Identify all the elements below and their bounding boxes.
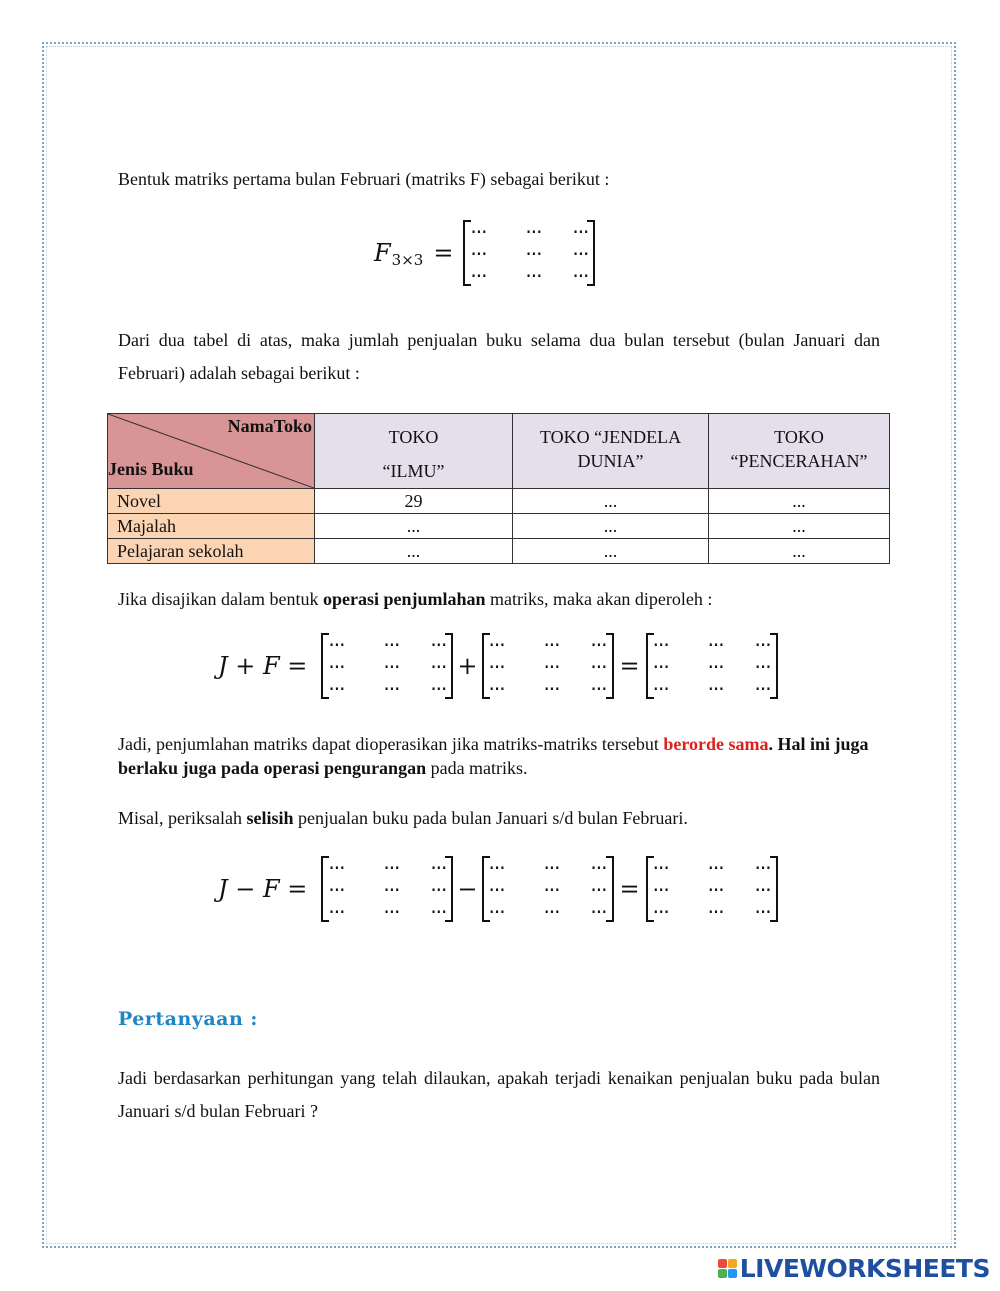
table-cell: ...: [709, 539, 890, 564]
matrix-cell: ...: [590, 649, 607, 673]
corner-bottom-label: Jenis Buku: [108, 459, 194, 479]
matrix-cell: ...: [488, 894, 505, 918]
equals-sign: =: [433, 239, 454, 267]
matrix-j: [321, 627, 453, 699]
matrix-cell: ...: [383, 627, 400, 651]
sales-table: [107, 413, 890, 564]
matrix-j: [321, 850, 453, 922]
column-header-line: “ILMU”: [382, 461, 445, 481]
matrix-cell: ...: [328, 649, 345, 673]
matrix-result: [646, 850, 778, 922]
brand-name: LIVEWORKSHEETS: [739, 1254, 990, 1283]
f-matrix: [463, 214, 595, 286]
table-cell: ...: [709, 489, 890, 514]
f-matrix-name: F: [374, 239, 391, 267]
matrix-cell: ...: [430, 627, 447, 651]
plus-sign: +: [457, 652, 478, 680]
text-span: Misal, periksalah: [118, 808, 247, 828]
brand-logo-icon: [718, 1259, 737, 1278]
addition-intro: [118, 583, 712, 616]
row-label: Novel: [108, 489, 315, 514]
matrix-cell: ...: [652, 649, 669, 673]
matrix-cell: ...: [572, 236, 589, 260]
table-cell: ...: [315, 514, 513, 539]
matrix-cell: ...: [470, 214, 487, 238]
matrix-cell: ...: [488, 671, 505, 695]
table-cell: ...: [513, 514, 709, 539]
table-cell: ...: [315, 539, 513, 564]
matrix-cell: ...: [543, 850, 560, 874]
matrix-cell: ...: [430, 872, 447, 896]
row-label: Majalah: [108, 514, 315, 539]
matrix-cell: ...: [488, 872, 505, 896]
matrix-cell: ...: [754, 649, 771, 673]
matrix-cell: ...: [470, 236, 487, 260]
total-paragraph: Dari dua tabel di atas, maka jumlah penjualan buku selama dua bulan tersebut (bulan Januari dan Februari) adalah sebagai berikut :: [118, 330, 880, 383]
matrix-result: [646, 627, 778, 699]
matrix-cell: ...: [488, 850, 505, 874]
matrix-cell: ...: [525, 258, 542, 282]
column-header-line: TOKO: [774, 427, 824, 447]
matrix-cell: ...: [590, 872, 607, 896]
matrix-cell: ...: [488, 649, 505, 673]
text-span: Jika disajikan dalam bentuk: [118, 589, 323, 609]
matrix-cell: ...: [328, 671, 345, 695]
table-row: [108, 489, 890, 514]
highlight-text: berorde sama: [663, 734, 769, 754]
matrix-cell: ...: [754, 894, 771, 918]
minus-sign: −: [457, 875, 478, 903]
matrix-cell: ...: [383, 649, 400, 673]
bold-text: operasi penjumlahan: [322, 589, 486, 609]
logo-square: [718, 1259, 727, 1268]
matrix-cell: ...: [652, 872, 669, 896]
table-cell: 29: [315, 489, 513, 514]
column-header-line: “PENCERAHAN”: [730, 451, 868, 471]
logo-square: [718, 1269, 727, 1278]
matrix-cell: ...: [707, 894, 724, 918]
bold-text: selisih: [246, 808, 294, 828]
matrix-cell: ...: [525, 214, 542, 238]
brand-logo: [718, 1254, 990, 1283]
matrix-cell: ...: [707, 649, 724, 673]
logo-square: [728, 1269, 737, 1278]
table-row: [108, 514, 890, 539]
matrix-cell: ...: [543, 872, 560, 896]
matrix-cell: ...: [590, 894, 607, 918]
matrix-cell: ...: [430, 894, 447, 918]
matrix-cell: ...: [525, 236, 542, 260]
matrix-cell: ...: [328, 894, 345, 918]
f-matrix-equation: [374, 214, 595, 286]
matrix-cell: ...: [543, 627, 560, 651]
matrix-cell: ...: [652, 850, 669, 874]
matrix-cell: ...: [328, 872, 345, 896]
matrix-cell: ...: [488, 627, 505, 651]
matrix-cell: ...: [754, 671, 771, 695]
question-text: Jadi berdasarkan perhitungan yang telah dilaukan, apakah terjadi kenaikan penjualan buku pada bulan Januari s/d bulan Februari ?: [118, 1068, 880, 1121]
matrix-cell: ...: [754, 627, 771, 651]
table-row: [108, 539, 890, 564]
bold-text: operasi pengurangan: [263, 758, 427, 778]
matrix-cell: ...: [383, 872, 400, 896]
matrix-cell: ...: [754, 872, 771, 896]
addition-equation: [218, 627, 778, 699]
matrix-cell: ...: [572, 214, 589, 238]
matrix-cell: ...: [328, 850, 345, 874]
matrix-cell: ...: [652, 894, 669, 918]
column-header-line: TOKO “JENDELA: [539, 427, 682, 447]
column-header: [315, 414, 513, 489]
matrix-f: [482, 850, 614, 922]
matrix-cell: ...: [590, 671, 607, 695]
question-title: Pertanyaan :: [118, 1008, 258, 1030]
matrix-cell: ...: [328, 627, 345, 651]
table-cell: ...: [513, 489, 709, 514]
matrix-f: [482, 627, 614, 699]
f-matrix-subscript: 3×3: [391, 251, 424, 269]
matrix-cell: ...: [430, 850, 447, 874]
corner-top-label: NamaToko: [227, 416, 312, 436]
text-span: penjualan buku pada bulan Januari s/d bulan Februari.: [293, 808, 688, 828]
matrix-cell: ...: [470, 258, 487, 282]
matrix-cell: ...: [590, 850, 607, 874]
matrix-cell: ...: [707, 872, 724, 896]
equals-sign: =: [619, 875, 640, 903]
conclusion-paragraph: [118, 732, 878, 780]
matrix-cell: ...: [707, 671, 724, 695]
text-span: pada matriks.: [426, 758, 528, 778]
text-span: matriks, maka akan diperoleh :: [485, 589, 713, 609]
matrix-cell: ...: [572, 258, 589, 282]
matrix-cell: ...: [543, 671, 560, 695]
matrix-cell: ...: [383, 894, 400, 918]
matrix-cell: ...: [430, 671, 447, 695]
equation-lhs: J − F =: [218, 875, 308, 903]
logo-square: [728, 1259, 737, 1268]
intro-text: Bentuk matriks pertama bulan Februari (matriks F) sebagai berikut :: [118, 169, 610, 189]
bold-text: . Hal ini juga berlaku juga pada: [118, 734, 869, 778]
matrix-cell: ...: [430, 649, 447, 673]
matrix-cell: ...: [707, 850, 724, 874]
table-cell: ...: [513, 539, 709, 564]
matrix-cell: ...: [543, 649, 560, 673]
column-header-line: TOKO: [388, 427, 439, 447]
matrix-cell: ...: [652, 627, 669, 651]
column-header: [709, 414, 890, 489]
matrix-cell: ...: [383, 850, 400, 874]
column-header-line: DUNIA”: [577, 451, 644, 471]
table-cell: ...: [709, 514, 890, 539]
matrix-cell: ...: [754, 850, 771, 874]
table-corner: [108, 414, 315, 489]
matrix-cell: ...: [383, 671, 400, 695]
column-header: [513, 414, 709, 489]
subtraction-intro: [118, 802, 688, 835]
matrix-cell: ...: [652, 671, 669, 695]
row-label: Pelajaran sekolah: [108, 539, 315, 564]
matrix-cell: ...: [707, 627, 724, 651]
matrix-cell: ...: [590, 627, 607, 651]
equals-sign: =: [619, 652, 640, 680]
matrix-cell: ...: [543, 894, 560, 918]
subtraction-equation: [218, 850, 778, 922]
equation-lhs: J + F =: [218, 652, 308, 680]
text-span: Jadi, penjumlahan matriks dapat dioperasikan jika matriks-matriks tersebut: [118, 734, 664, 754]
